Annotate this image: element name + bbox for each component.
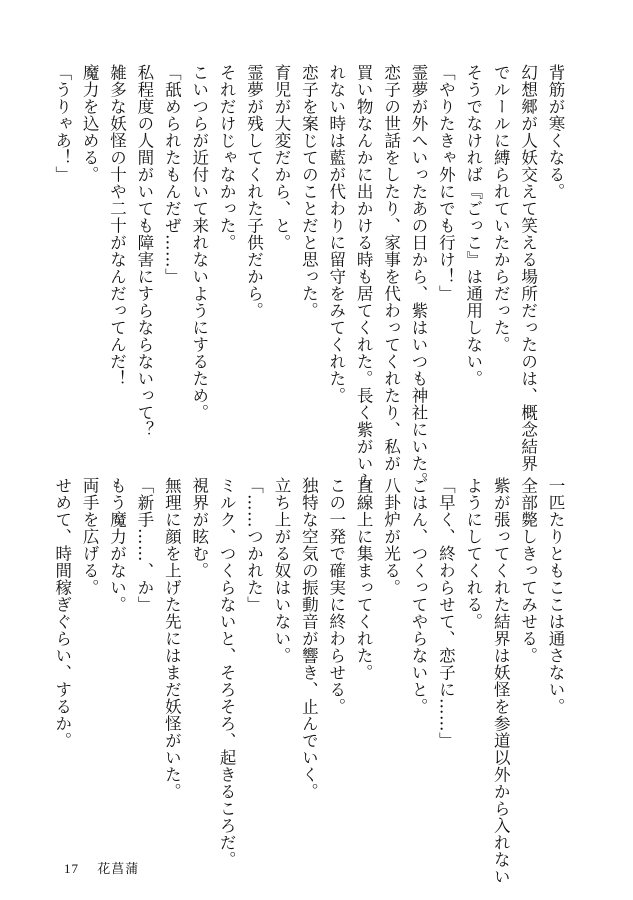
text-line: もう魔力がない。 <box>107 477 127 613</box>
text-line: 視界が眩む。 <box>189 477 209 579</box>
text-line: この一発で確実に終わらせる。 <box>326 477 346 715</box>
text-line: 幻想郷が人妖交えて笑える場所だったのは、概念結界 <box>518 64 538 472</box>
text-line: 私程度の人間がいても障害にすらならないって？ <box>134 64 154 438</box>
text-line: 育児が大変だから、と。 <box>271 64 291 251</box>
lower-text-block <box>48 477 569 897</box>
text-line: 「……つかれた」 <box>244 477 264 613</box>
text-line: そうでなければ『ごっこ』は通用しない。 <box>463 64 483 387</box>
text-line: 背筋が寒くなる。 <box>546 64 565 200</box>
text-line: ごはん、つくってやらないと。 <box>408 477 428 715</box>
text-line: 「舐められたもんだぜ……」 <box>162 64 182 285</box>
text-line: 立ち上がる奴はいない。 <box>271 477 291 664</box>
text-line: 全部斃しきってみせる。 <box>518 477 538 664</box>
text-line: でルールに縛られていたからだった。 <box>491 64 511 353</box>
text-line: 独特な空気の振動音が響き、止んでいく。 <box>299 477 319 800</box>
text-line: 「やりたきゃ外にでも行け！」 <box>436 64 456 302</box>
text-line: 雑多な妖怪の十や二十がなんだってんだ！ <box>107 64 127 387</box>
text-line: れない時は藍が代わりに留守をみてくれた。 <box>326 64 346 404</box>
text-line: 恋子を案じてのことだと思った。 <box>299 64 319 319</box>
text-line: 霊夢が外へいったあの日から、紫はいつも神社にいた。 <box>408 64 428 489</box>
text-line: 「早く、終わらせて、恋子に……」 <box>436 477 456 749</box>
text-line: 「新手……、か」 <box>134 477 154 613</box>
text-line: 無理に顔を上げた先にはまだ妖怪がいた。 <box>162 477 182 800</box>
text-line: 「うりゃあ！」 <box>52 64 72 183</box>
text-line: 紫が張ってくれた結界は妖怪を参道以外から入れない <box>491 477 511 885</box>
text-line: 買い物なんかに出かける時も居てくれた。長く紫がいら <box>354 64 374 489</box>
text-line: ようにしてくれる。 <box>463 477 483 630</box>
text-line: それだけじゃなかった。 <box>217 64 237 251</box>
text-line: せめて、時間稼ぎぐらい、するか。 <box>52 477 72 749</box>
text-line: 八卦炉が光る。 <box>381 477 401 596</box>
page-number: 17 <box>64 861 79 876</box>
text-line: 一匹たりともここは通さない。 <box>546 477 565 715</box>
upper-text-block <box>48 64 569 489</box>
text-line: 直線上に集まってくれた。 <box>354 477 374 681</box>
author-name: 花菖蒲 <box>97 861 140 876</box>
text-line: 両手を広げる。 <box>80 477 100 596</box>
text-line: ミルク、つくらないと、そろそろ、起きるころだ。 <box>217 477 237 868</box>
text-line: 霊夢が残してくれた子供だから。 <box>244 64 264 319</box>
page-footer <box>64 858 139 877</box>
text-line: 魔力を込める。 <box>80 64 100 183</box>
text-line: こいつらが近付いて来れないようにするため。 <box>189 64 209 421</box>
text-line: 恋子の世話をしたり、家事を代わってくれたり、私が <box>381 64 401 472</box>
